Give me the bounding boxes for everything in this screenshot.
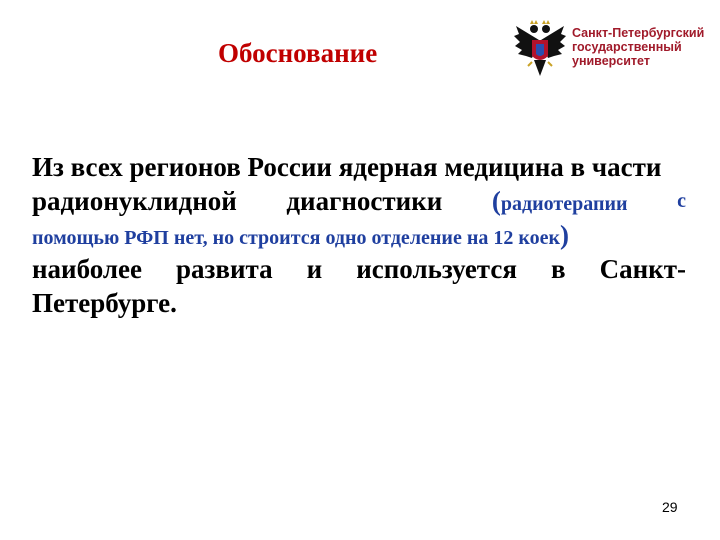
body-word: Санкт- xyxy=(599,254,686,284)
slide-body xyxy=(32,150,686,320)
body-word: в xyxy=(551,254,566,284)
body-word: диагностики xyxy=(286,186,443,216)
university-name xyxy=(572,26,704,68)
body-line-3 xyxy=(32,218,686,252)
page-number: 29 xyxy=(662,499,678,515)
university-name-line3: университет xyxy=(572,54,650,68)
body-word: наиболее xyxy=(32,254,143,284)
double-headed-eagle-icon xyxy=(512,18,568,80)
body-word: радионуклидной xyxy=(32,186,237,216)
close-paren: ) xyxy=(560,220,570,250)
body-line-4 xyxy=(32,252,686,286)
body-line-5: Петербурге. xyxy=(32,288,177,318)
body-blue-segment: помощью РФП нет, но строится одно отделение на 12 коек xyxy=(32,227,561,249)
body-word: и xyxy=(306,254,323,284)
university-logo xyxy=(512,18,712,80)
open-paren: ( xyxy=(491,186,501,216)
university-name-line1: Санкт-Петербургский xyxy=(572,26,705,40)
university-name-line2: государственный xyxy=(572,40,682,54)
body-blue-segment xyxy=(492,184,628,218)
body-word: развита xyxy=(176,254,273,284)
body-blue-word: радиотерапии xyxy=(500,193,628,215)
slide-title: Обоснование xyxy=(218,38,378,68)
body-line-2 xyxy=(32,184,686,218)
body-blue-word: с xyxy=(677,190,686,212)
body-line-1: Из всех регионов России ядерная медицина в части xyxy=(32,152,662,182)
body-word: используется xyxy=(356,254,517,284)
